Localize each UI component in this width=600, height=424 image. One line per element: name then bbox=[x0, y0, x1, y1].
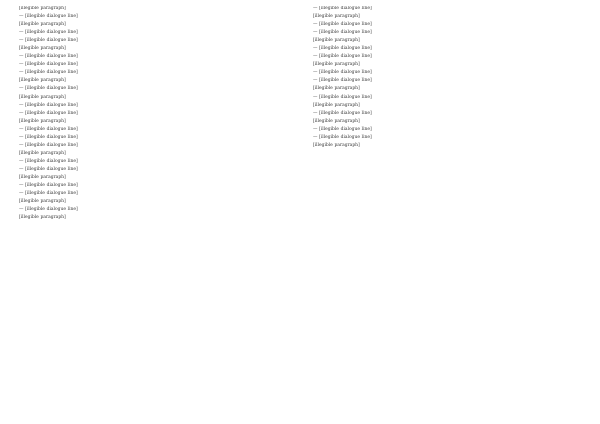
dialogue-line: — [illegible dialogue line] bbox=[313, 46, 372, 52]
dialogue-line: — [illegible dialogue line] bbox=[19, 38, 78, 44]
dialogue-line: — [illegible dialogue line] bbox=[19, 134, 78, 140]
dialogue-line: — [illegible dialogue line] bbox=[313, 126, 372, 132]
dialogue-line: — [illegible dialogue line] bbox=[313, 22, 372, 28]
dialogue-line: — [illegible dialogue line] bbox=[313, 134, 372, 140]
dialogue-line: — [illegible dialogue line] bbox=[19, 30, 78, 36]
dialogue-line: — [illegible dialogue line] bbox=[19, 86, 78, 92]
paragraph: [illegible paragraph] bbox=[313, 14, 360, 20]
paragraph: [illegible paragraph] bbox=[19, 6, 66, 11]
paragraph: [illegible paragraph] bbox=[19, 22, 66, 28]
dialogue-line: — [illegible dialogue line] bbox=[313, 94, 372, 100]
paragraph: [illegible paragraph] bbox=[19, 174, 66, 180]
paragraph: [illegible paragraph] bbox=[313, 142, 360, 148]
paragraph: [illegible paragraph] bbox=[313, 38, 360, 44]
paragraph: [illegible paragraph] bbox=[19, 199, 66, 205]
dialogue-line: — [illegible dialogue line] bbox=[19, 183, 78, 189]
paragraph: [illegible paragraph] bbox=[19, 118, 66, 124]
paragraph: [illegible paragraph] bbox=[313, 86, 360, 92]
dialogue-line: — [illegible dialogue line] bbox=[313, 6, 372, 11]
paragraph: [illegible paragraph] bbox=[19, 78, 66, 84]
dialogue-line: — [illegible dialogue line] bbox=[19, 191, 78, 197]
paragraph: [illegible paragraph] bbox=[313, 102, 360, 108]
dialogue-line: — [illegible dialogue line] bbox=[19, 62, 78, 68]
paragraph: [illegible paragraph] bbox=[19, 94, 66, 100]
dialogue-line: — [illegible dialogue line] bbox=[19, 54, 78, 60]
dialogue-line: — [illegible dialogue line] bbox=[19, 126, 78, 132]
dialogue-line: — [illegible dialogue line] bbox=[19, 158, 78, 164]
text-column-right bbox=[313, 6, 578, 420]
dialogue-line: — [illegible dialogue line] bbox=[313, 30, 372, 36]
dialogue-line: — [illegible dialogue line] bbox=[313, 54, 372, 60]
dialogue-line: — [illegible dialogue line] bbox=[313, 110, 372, 116]
dialogue-line: — [illegible dialogue line] bbox=[19, 14, 78, 20]
dialogue-line: — [illegible dialogue line] bbox=[19, 142, 78, 148]
paragraph: [illegible paragraph] bbox=[19, 215, 66, 221]
paragraph: [illegible paragraph] bbox=[19, 150, 66, 156]
text-column-left bbox=[19, 6, 284, 420]
dialogue-line: — [illegible dialogue line] bbox=[19, 207, 78, 213]
dialogue-line: — [illegible dialogue line] bbox=[313, 70, 372, 76]
dialogue-line: — [illegible dialogue line] bbox=[19, 70, 78, 76]
dialogue-line: — [illegible dialogue line] bbox=[19, 110, 78, 116]
dialogue-line: — [illegible dialogue line] bbox=[19, 166, 78, 172]
paragraph: [illegible paragraph] bbox=[313, 118, 360, 124]
dialogue-line: — [illegible dialogue line] bbox=[313, 78, 372, 84]
paragraph: [illegible paragraph] bbox=[313, 62, 360, 68]
dialogue-line: — [illegible dialogue line] bbox=[19, 102, 78, 108]
paragraph: [illegible paragraph] bbox=[19, 46, 66, 52]
